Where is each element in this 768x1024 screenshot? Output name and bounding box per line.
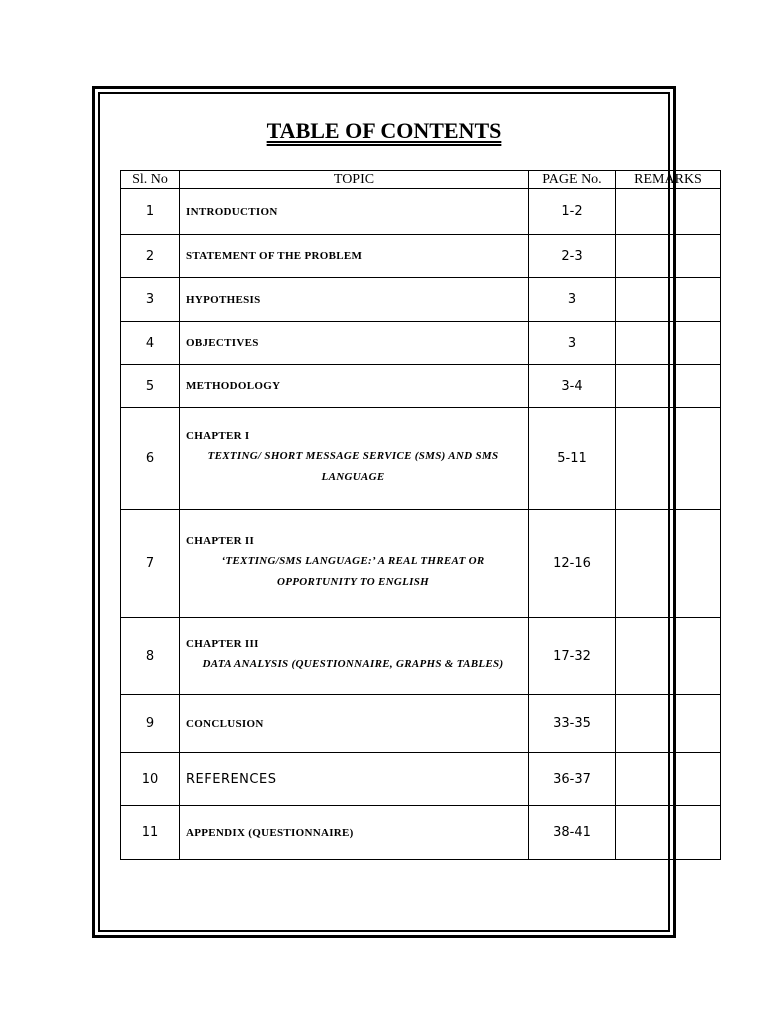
row-remarks <box>616 695 721 753</box>
row-remarks <box>616 618 721 695</box>
table-row <box>121 408 721 510</box>
chapter-subtitle: DATA ANALYSIS (QUESTIONNAIRE, GRAPHS & TABLES) <box>202 657 504 670</box>
row-page: 1-2 <box>529 189 616 235</box>
row-topic: APPENDIX (QUESTIONNAIRE) <box>180 806 529 860</box>
row-number: 3 <box>121 278 180 322</box>
row-page: 36-37 <box>529 753 616 806</box>
row-topic: METHODOLOGY <box>180 365 529 408</box>
row-page: 38-41 <box>529 806 616 860</box>
row-page: 2-3 <box>529 235 616 278</box>
header-row <box>121 171 721 189</box>
row-topic: INTRODUCTION <box>180 189 529 235</box>
table-row <box>121 322 721 365</box>
chapter-subtitle: ‘TEXTING/SMS LANGUAGE:’ A REAL THREAT OR OPPORTUNITY TO ENGLISH <box>221 554 485 588</box>
row-page: 3 <box>529 322 616 365</box>
header-sl-no: Sl. No <box>121 171 180 189</box>
row-topic <box>180 510 529 618</box>
row-remarks <box>616 189 721 235</box>
row-number: 7 <box>121 510 180 618</box>
row-remarks <box>616 408 721 510</box>
row-remarks <box>616 322 721 365</box>
row-topic: OBJECTIVES <box>180 322 529 365</box>
table-row <box>121 695 721 753</box>
row-topic <box>180 408 529 510</box>
row-topic: REFERENCES <box>180 753 529 806</box>
table-row <box>121 278 721 322</box>
contents-table <box>120 170 721 860</box>
row-remarks <box>616 806 721 860</box>
row-number: 6 <box>121 408 180 510</box>
row-remarks <box>616 510 721 618</box>
row-number: 2 <box>121 235 180 278</box>
chapter-label: CHAPTER II <box>186 534 255 547</box>
row-page: 5-11 <box>529 408 616 510</box>
row-remarks <box>616 278 721 322</box>
row-number: 1 <box>121 189 180 235</box>
header-page-no: PAGE No. <box>529 171 616 189</box>
table-row <box>121 235 721 278</box>
table-row <box>121 806 721 860</box>
row-number: 10 <box>121 753 180 806</box>
row-page: 3 <box>529 278 616 322</box>
table-row <box>121 510 721 618</box>
row-remarks <box>616 753 721 806</box>
row-page: 17-32 <box>529 618 616 695</box>
table-row <box>121 365 721 408</box>
chapter-subtitle: TEXTING/ SHORT MESSAGE SERVICE (SMS) AND SMS LANGUAGE <box>207 449 499 483</box>
header-remarks: REMARKS <box>616 171 721 189</box>
row-number: 5 <box>121 365 180 408</box>
table-row <box>121 753 721 806</box>
header-topic: TOPIC <box>180 171 529 189</box>
row-page: 12-16 <box>529 510 616 618</box>
row-topic: STATEMENT OF THE PROBLEM <box>180 235 529 278</box>
table-row <box>121 189 721 235</box>
table-row <box>121 618 721 695</box>
row-number: 9 <box>121 695 180 753</box>
row-remarks <box>616 365 721 408</box>
row-number: 4 <box>121 322 180 365</box>
row-remarks <box>616 235 721 278</box>
row-page: 33-35 <box>529 695 616 753</box>
row-topic: HYPOTHESIS <box>180 278 529 322</box>
row-page: 3-4 <box>529 365 616 408</box>
chapter-label: CHAPTER III <box>186 637 259 650</box>
chapter-label: CHAPTER I <box>186 429 250 442</box>
row-topic: CONCLUSION <box>180 695 529 753</box>
page-title: TABLE OF CONTENTS <box>266 118 502 143</box>
row-number: 8 <box>121 618 180 695</box>
row-topic <box>180 618 529 695</box>
row-number: 11 <box>121 806 180 860</box>
